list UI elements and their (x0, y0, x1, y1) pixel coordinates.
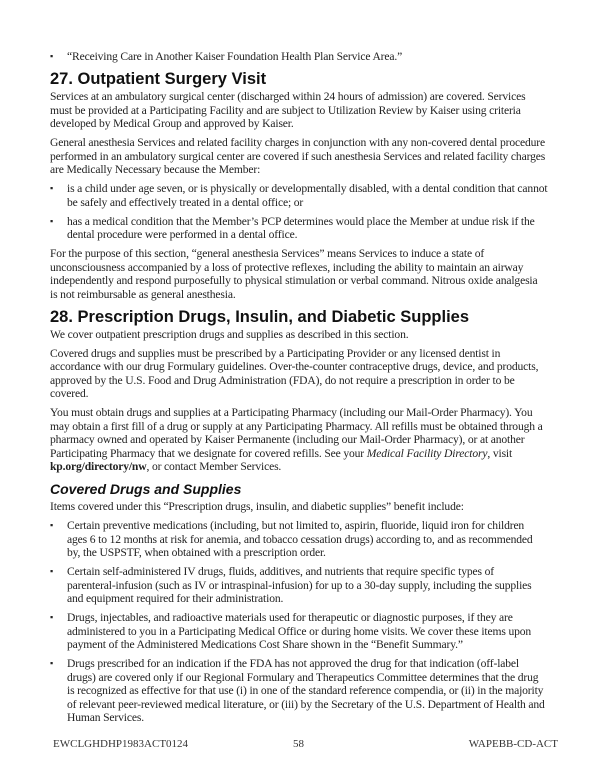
text-span: , or contact Member Services. (146, 460, 282, 473)
list-item (50, 611, 570, 652)
footer-plan-code: WAPEBB-CD-ACT (468, 738, 558, 750)
text-line: You must obtain drugs and supplies at a Participating Pharmacy (including our Mail-Order Pharmacy). You (50, 406, 533, 419)
subsection-heading: Covered Drugs and Supplies (50, 481, 242, 497)
text-line: may obtain a first fill of a drug or supply at any Participating Pharmacy. All refills must be obtained through a (50, 419, 543, 433)
text-line: independently and respond purposefully to physical stimulation or verbal command. Nitrous oxide analgesia (50, 274, 538, 287)
text-line: dental procedure were performed in a dental office. (67, 228, 298, 241)
text-span: Participating Pharmacy that we designate for covered refills. See your (50, 446, 367, 460)
text-line: of relevant peer-reviewed medical literature, or (iii) by the Secretary of the U.S. Department of Health and (67, 697, 545, 711)
directory-link[interactable]: kp.org/directory/nw (50, 460, 147, 473)
text-line: must be provided at a Participating Facility and are subject to Utilization Review by Kaiser using criteria (50, 103, 521, 117)
paragraph (50, 406, 570, 474)
text-line: approved by the U.S. Food and Drug Administration (FDA), do not require a prescription in order to be (50, 373, 515, 387)
list-item (50, 50, 570, 64)
list-item (50, 182, 570, 209)
text-line (50, 460, 570, 474)
text-line: be safely and effectively treated in a dental office; or (67, 195, 304, 209)
bullet-icon: ▪ (50, 215, 54, 226)
text-line: developed by Medical Group and approved by Kaiser. (50, 117, 294, 130)
text-line: administered to you in a Participating Medical Office or during home visits. We cover these items upon (67, 624, 532, 638)
text-line (50, 447, 570, 461)
text-line: “Receiving Care in Another Kaiser Foundation Health Plan Service Area.” (67, 50, 403, 63)
text-line: Certain preventive medications (including, but not limited to, aspirin, fluoride, liquid iron for children (67, 519, 525, 532)
text-line: General anesthesia Services and related facility charges in conjunction with any non-covered dental procedure (50, 136, 545, 149)
text-line: by, the USPSTF, when obtained with a prescription order. (67, 546, 326, 559)
bullet-icon: ▪ (50, 51, 54, 61)
text-line: ages 6 to 12 months at risk for anemia, and tobacco cessation drugs) according to, and as recommended (67, 532, 533, 546)
text-line: Drugs, injectables, and radioactive materials used for therapeutic or diagnostic purposes, if they are (67, 611, 513, 624)
text-line: Human Services. (67, 711, 144, 724)
text-line: We cover outpatient prescription drugs and supplies as described in this section. (50, 327, 409, 341)
paragraph (50, 90, 570, 131)
text-line: Covered drugs and supplies must be prescribed by a Participating Provider or any licensed dentist in (50, 346, 501, 360)
document-body (50, 50, 570, 730)
text-line: Drugs prescribed for an indication if the FDA has not approved the drug for that indication (off-label (67, 657, 519, 670)
text-line: has a medical condition that the Member’s PCP determines would place the Member at undue risk if the (67, 214, 535, 228)
text-line: performed in an ambulatory surgical center are covered if such anesthesia Services and related facility charges (50, 149, 546, 163)
directory-title: Medical Facility Directory (366, 446, 488, 460)
bullet-icon: ▪ (50, 658, 54, 668)
paragraph (50, 347, 570, 401)
text-line: accordance with our drug Formulary guidelines. Over-the-counter contraceptive drugs, device, and products, (50, 360, 539, 373)
bullet-icon: ▪ (50, 612, 54, 622)
text-line: and equipment required for their administration. (67, 592, 284, 605)
text-line: Services at an ambulatory surgical center (discharged within 24 hours of admission) are covered. Services (50, 90, 526, 103)
text-line: Certain self-administered IV drugs, fluids, additives, and nutrients that require specific types of (67, 565, 494, 578)
text-line: drugs) are covered only if our Regional Formulary and Therapeutics Committee determines that the drug (67, 670, 539, 684)
list-item (50, 565, 570, 606)
text-line: parenteral-infusion (such as IV or intraspinal-infusion) for up to a 30-day supply, including the supplies (67, 578, 532, 592)
section-heading: 27. Outpatient Surgery Visit (50, 70, 267, 88)
text-line: is not reimbursable as general anesthesia. (50, 287, 236, 301)
list-item (50, 657, 570, 725)
text-line: are Medically Necessary because the Member: (50, 163, 261, 176)
text-line: For the purpose of this section, “general anesthesia Services” means Services to induce a state of (50, 247, 485, 260)
paragraph (50, 136, 570, 177)
list-item (50, 519, 570, 560)
paragraph (50, 500, 570, 514)
text-line: is recognized as effective for that use (i) in one of the standard reference compendia, or (ii) in the majority (67, 684, 544, 697)
text-line: payment of the Administered Medications Cost Share shown in the “Benefit Summary.” (67, 638, 463, 651)
bullet-icon: ▪ (50, 183, 54, 193)
text-line: Items covered under this “Prescription drugs, insulin, and diabetic supplies” benefit include: (50, 500, 464, 513)
section-heading: 28. Prescription Drugs, Insulin, and Diabetic Supplies (50, 307, 470, 326)
text-line: unconsciousness accompanied by a loss of protective reflexes, including the ability to maintain an airway (50, 260, 524, 274)
text-line: is a child under age seven, or is physically or developmentally disabled, with a dental condition that cannot (67, 182, 548, 195)
bullet-icon: ▪ (50, 566, 54, 576)
bullet-icon: ▪ (50, 520, 54, 530)
text-span: , visit (487, 446, 513, 460)
text-line: covered. (50, 387, 89, 400)
footer-document-code: EWCLGHDHP1983ACT0124 (53, 738, 189, 750)
page-number: 58 (293, 738, 304, 750)
text-line: pharmacy owned and operated by Kaiser Permanente (including our Mail-Order Pharmacy), or at another (50, 433, 525, 446)
list-item (50, 215, 570, 242)
paragraph (50, 328, 570, 342)
paragraph (50, 247, 570, 301)
